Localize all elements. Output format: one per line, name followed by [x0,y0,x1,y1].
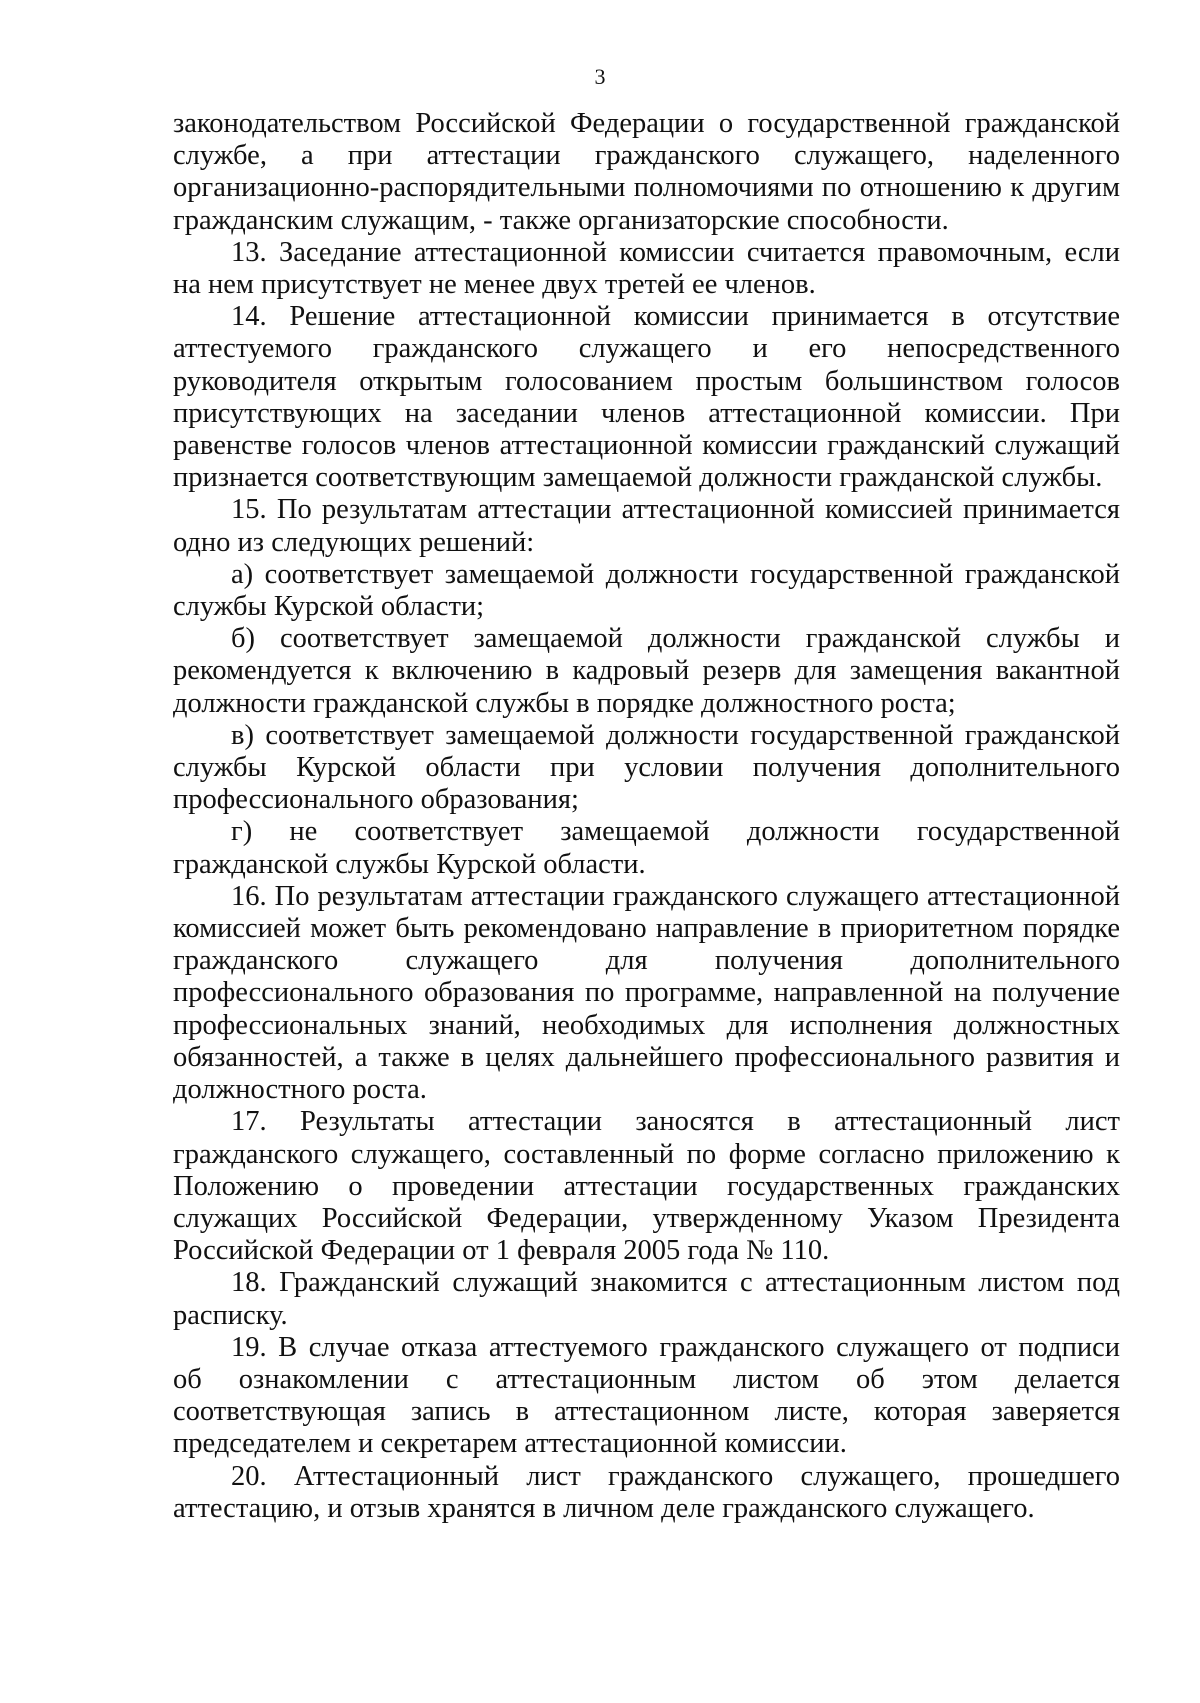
paragraph-subitem-a: а) соответствует замещаемой должности государственной гражданской службы Курской области; [173,558,1120,623]
paragraph-subitem-v: в) соответствует замещаемой должности государственной гражданской службы Курской области при условии получения дополнительного профессионального образования; [173,719,1120,816]
paragraph-subitem-b: б) соответствует замещаемой должности гражданской службы и рекомендуется к включению в кадровый резерв для замещения вакантной должности гражданской службы в порядке должностного роста; [173,623,1120,719]
paragraph-item-16: 16. По результатам аттестации гражданского служащего аттестационной комиссией может быть рекомендовано направление в приоритетном порядке гражданского служащего для получения дополнительного профессионального образования по программе, направленной на получение профессиональных знаний, необходимых для исполнения должностных обязанностей, а также в целях дальнейшего профессионального развития и должностного роста. [173,880,1120,1106]
paragraph-item-17: 17. Результаты аттестации заносятся в аттестационный лист гражданского служащего, составленный по форме согласно приложению к Положению о проведении аттестации государственных гражданских служащих Российской Федерации, утвержденному Указом Президента Российской Федерации от 1 февраля 2005 года № 110. [173,1106,1120,1267]
paragraph-item-20: 20. Аттестационный лист гражданского служащего, прошедшего аттестацию, и отзыв хранятся в личном деле гражданского служащего. [173,1460,1120,1524]
paragraph-item-18: 18. Гражданский служащий знакомится с аттестационным листом под расписку. [173,1267,1120,1331]
paragraph-item-19: 19. В случае отказа аттестуемого гражданского служащего от подписи об ознакомлении с аттестационным листом об этом делается соответствующая запись в аттестационном листе, которая заверяется председателем и секретарем аттестационной комиссии. [173,1331,1120,1460]
document-body [173,108,1120,1525]
paragraph-item-13: 13. Заседание аттестационной комиссии считается правомочным, если на нем присутствует не менее двух третей ее членов. [173,236,1120,301]
paragraph-subitem-g: г) не соответствует замещаемой должности государственной гражданской службы Курской области. [173,816,1120,880]
paragraph-item-15: 15. По результатам аттестации аттестационной комиссией принимается одно из следующих решений: [173,494,1120,558]
paragraph-continuation: законодательством Российской Федерации о государственной гражданской службе, а при аттестации гражданского служащего, наделенного организационно-распорядительными полномочиями по отношению к другим гражданским служащим, - также организаторские способности. [173,108,1120,236]
paragraph-item-14: 14. Решение аттестационной комиссии принимается в отсутствие аттестуемого гражданского служащего и его непосредственного руководителя открытым голосованием простым большинством голосов присутствующих на заседании членов аттестационной комиссии. При равенстве голосов членов аттестационной комиссии гражданский служащий признается соответствующим замещаемой должности гражданской службы. [173,301,1120,494]
page-number: 3 [594,64,606,89]
